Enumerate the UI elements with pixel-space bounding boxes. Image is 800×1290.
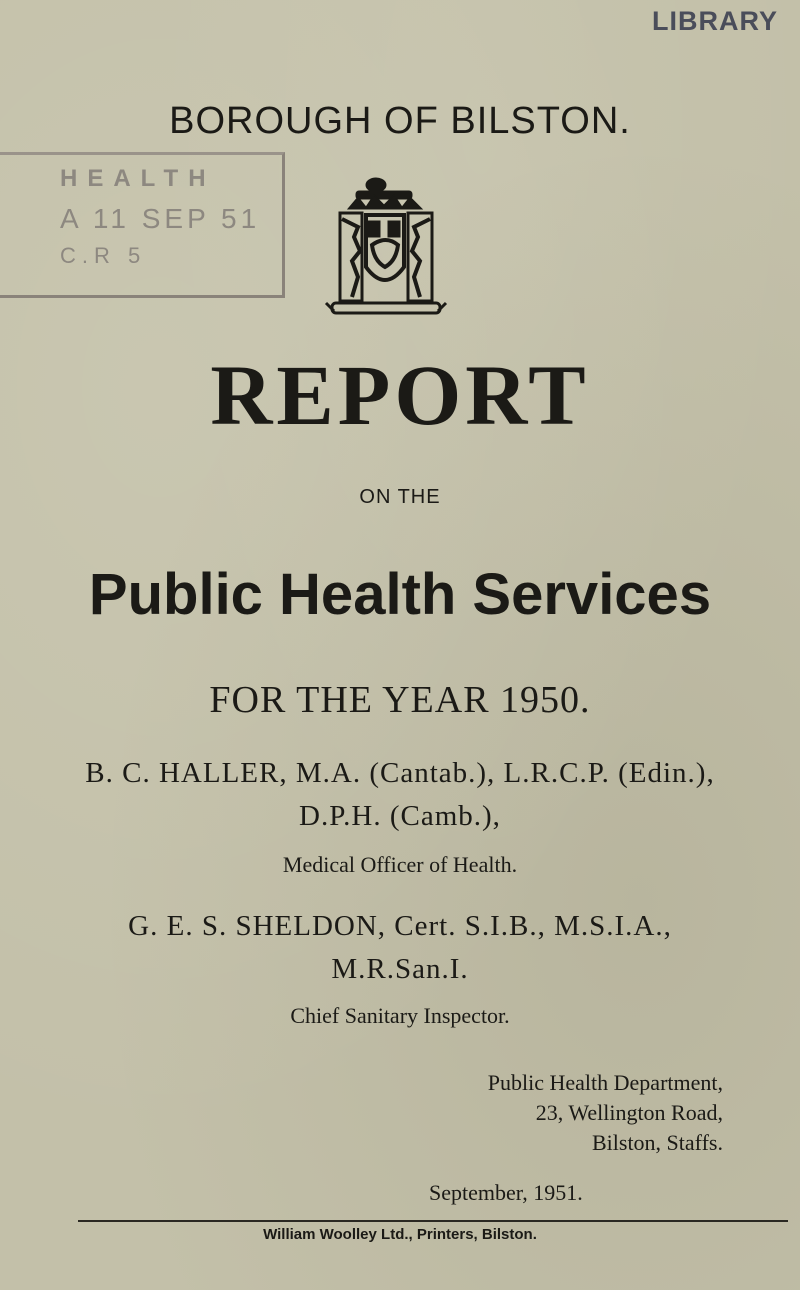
subject-title: Public Health Services bbox=[88, 562, 712, 627]
csi-name-line1: G. E. S. SHELDON, Cert. S.I.B., M.S.I.A., bbox=[128, 910, 672, 942]
borough-heading: BOROUGH OF BILSTON. bbox=[169, 100, 631, 142]
address-line2: 23, Wellington Road, bbox=[535, 1100, 723, 1125]
library-stamp: LIBRARY bbox=[652, 6, 778, 36]
received-stamp-line1: HEALTH bbox=[60, 165, 216, 192]
received-stamp-line2: A 11 SEP 51 bbox=[60, 203, 261, 234]
period-title: FOR THE YEAR 1950. bbox=[209, 679, 591, 721]
moh-title: Medical Officer of Health. bbox=[282, 852, 518, 877]
moh-name-line2: D.P.H. (Camb.), bbox=[299, 800, 501, 832]
moh-name-line1: B. C. HALLER, M.A. (Cantab.), L.R.C.P. (Edin.), bbox=[85, 757, 715, 789]
footer-divider bbox=[78, 1220, 788, 1222]
csi-name-line2: M.R.San.I. bbox=[331, 953, 469, 985]
on-the-text: ON THE bbox=[359, 486, 441, 508]
publication-date: September, 1951. bbox=[429, 1180, 583, 1205]
csi-title: Chief Sanitary Inspector. bbox=[290, 1003, 510, 1028]
address-line3: Bilston, Staffs. bbox=[591, 1130, 723, 1155]
printer-imprint: William Woolley Ltd., Printers, Bilston. bbox=[263, 1226, 537, 1243]
report-title: REPORT bbox=[210, 347, 590, 443]
received-date-stamp bbox=[0, 152, 285, 298]
received-stamp-line3: C.R 5 bbox=[60, 243, 147, 268]
borough-crest-icon bbox=[322, 175, 450, 321]
address-line1: Public Health Department, bbox=[487, 1070, 723, 1095]
